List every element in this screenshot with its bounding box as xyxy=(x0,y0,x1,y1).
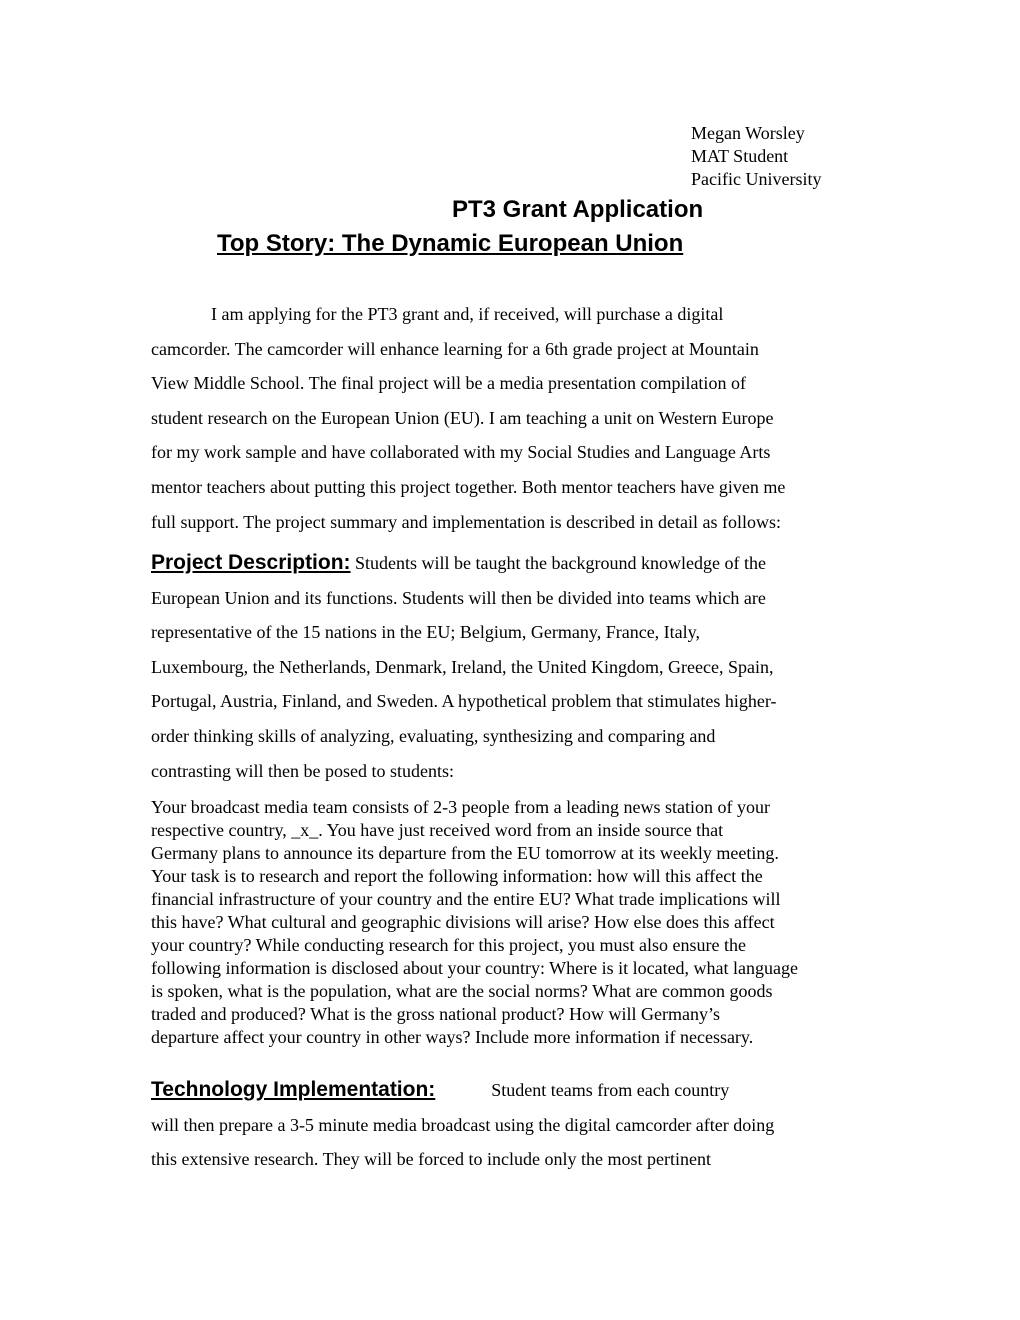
technology-implementation-heading: Technology Implementation: xyxy=(151,1078,436,1101)
text-line: View Middle School. The final project will be a media presentation compilation of xyxy=(151,373,746,394)
text-line: Germany plans to announce its departure from the EU tomorrow at its weekly meeting. xyxy=(151,843,779,863)
intro-paragraph xyxy=(151,297,876,539)
text-line: financial infrastructure of your country and the entire EU? What trade implications will xyxy=(151,889,781,909)
technology-implementation-section xyxy=(151,1073,876,1177)
text-line: this have? What cultural and geographic divisions will arise? How else does this affect xyxy=(151,912,775,932)
text-line: traded and produced? What is the gross national product? How will Germany’s xyxy=(151,1004,721,1024)
text-line: will then prepare a 3-5 minute media broadcast using the digital camcorder after doing xyxy=(151,1114,775,1135)
project-description-heading: Project Description: xyxy=(151,551,351,574)
text-line: your country? While conducting research for this project, you must also ensure the xyxy=(151,935,746,955)
project-description-section xyxy=(151,546,876,788)
text-line: mentor teachers about putting this project together. Both mentor teachers have given me xyxy=(151,476,786,497)
text-line: this extensive research. They will be forced to include only the most pertinent xyxy=(151,1149,712,1170)
text-line: Project Description: Students will be taught the background knowledge of the xyxy=(151,551,766,574)
text-line: for my work sample and have collaborated with my Social Studies and Language Arts xyxy=(151,442,771,463)
text-line: Luxembourg, the Netherlands, Denmark, Ireland, the United Kingdom, Greece, Spain, xyxy=(151,656,774,677)
author-block xyxy=(691,122,821,191)
main-title: PT3 Grant Application xyxy=(452,196,704,223)
document-title xyxy=(0,195,1020,259)
text-line: representative of the 15 nations in the EU; Belgium, Germany, France, Italy, xyxy=(151,622,700,643)
text-line: following information is disclosed about your country: Where is it located, what language xyxy=(151,958,799,978)
text-line: Technology Implementation: Student teams from each country xyxy=(151,1078,730,1101)
text-line: Your task is to research and report the following information: how will this affect the xyxy=(151,866,763,886)
text-line: contrasting will then be posed to students: xyxy=(151,760,454,781)
text-line: student research on the European Union (EU). I am teaching a unit on Western Europe xyxy=(151,407,774,428)
text-line: respective country, _x_. You have just received word from an inside source that xyxy=(151,820,724,840)
text-line: full support. The project summary and implementation is described in detail as follows: xyxy=(151,511,782,532)
text-line: European Union and its functions. Students will then be divided into teams which are xyxy=(151,587,766,608)
text-line: order thinking skills of analyzing, evaluating, synthesizing and comparing and xyxy=(151,725,716,746)
text-line: camcorder. The camcorder will enhance learning for a 6th grade project at Mountain xyxy=(151,338,759,359)
text-line: is spoken, what is the population, what are the social norms? What are common goods xyxy=(151,981,773,1001)
text-line: I am applying for the PT3 grant and, if received, will purchase a digital xyxy=(211,304,724,324)
author-role: MAT Student xyxy=(691,146,789,166)
author-name: Megan Worsley xyxy=(691,123,805,143)
author-institution: Pacific University xyxy=(691,169,822,189)
subtitle: Top Story: The Dynamic European Union xyxy=(217,230,684,257)
text-line: Your broadcast media team consists of 2-3 people from a leading news station of your xyxy=(151,797,771,817)
text-line: Portugal, Austria, Finland, and Sweden. A hypothetical problem that stimulates higher- xyxy=(151,691,777,712)
text-line: departure affect your country in other ways? Include more information if necessary. xyxy=(151,1027,754,1047)
scenario-paragraph xyxy=(151,796,876,1049)
